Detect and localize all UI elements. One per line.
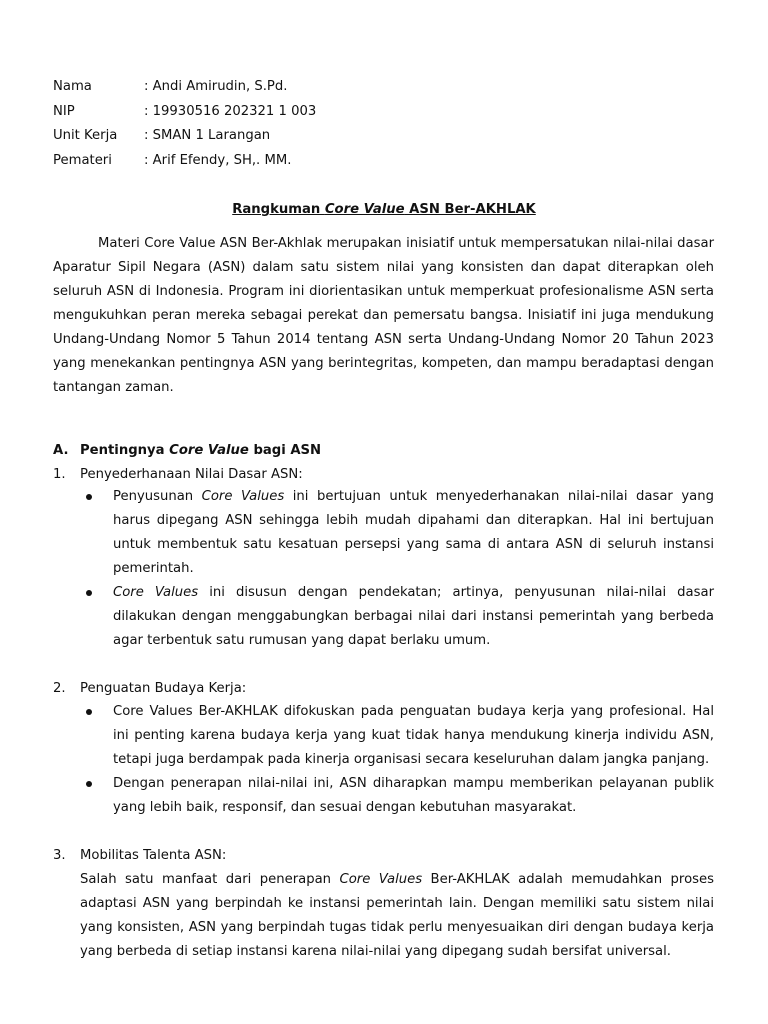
bullet-icon (86, 709, 92, 715)
bullet-italic: Core Values (113, 585, 199, 600)
item-heading-text: Penyederhanaan Nilai Dasar ASN: (80, 467, 303, 482)
item-number: 2. (53, 681, 66, 696)
bullet-text: ini disusun dengan pendekatan; artinya, penyusunan nilai-nilai dasar dilakukan dengan menggabungkan berbagai nilai dari instansi pemerintah yang berbeda agar terbentuk satu rumusan yang dapat berlaku umum. (113, 585, 714, 648)
identity-label: Nama (53, 79, 92, 94)
section-italic: Core Value (169, 443, 249, 458)
identity-label: NIP (53, 103, 75, 119)
section-letter: A. (53, 443, 69, 458)
bullet-icon (86, 494, 92, 500)
bullet-text: Penyusunan (113, 489, 202, 504)
paragraph-text: Ber-AKHLAK adalah memudahkan proses adaptasi ASN yang berpindah ke instansi pemerintah lain. Dengan memiliki satu sistem nilai yang konsisten, ASN yang berpindah tugas tidak perlu menyesuaikan diri dengan budaya kerja yang berbeda di setiap instansi karena nilai-nilai yang dipegang sudah bersifat universal. (80, 872, 714, 959)
list-item (80, 700, 714, 772)
identity-row-unit-kerja (53, 126, 316, 151)
intro-paragraph (53, 232, 714, 400)
identity-value: : SMAN 1 Larangan (144, 128, 271, 143)
item-number: 3. (53, 848, 66, 863)
identity-block (53, 77, 316, 175)
bullet-icon (86, 590, 92, 596)
identity-value: : 19930516 202321 1 003 (144, 103, 317, 119)
bullet-text: Core Values Ber-AKHLAK difokuskan pada penguatan budaya kerja yang profesional. Hal ini penting karena budaya kerja yang kuat tidak hanya mendukung kinerja individu ASN, tetapi juga berdampak pada kinerja organisasi secara keseluruhan dalam jangka panjang. (113, 704, 714, 767)
identity-label: Pemateri (53, 152, 112, 168)
item-2-heading (53, 679, 246, 699)
title-italic: Core Value (324, 202, 405, 217)
item-heading-text: Penguatan Budaya Kerja: (80, 681, 247, 696)
identity-value: : Arif Efendy, SH,. MM. (144, 152, 292, 168)
identity-value: : Andi Amirudin, S.Pd. (144, 79, 288, 94)
bullet-icon (86, 781, 92, 787)
identity-label: Unit Kerja (53, 128, 118, 143)
bullet-text: Dengan penerapan nilai-nilai ini, ASN diharapkan mampu memberikan pelayanan publik yang lebih baik, responsif, dan sesuai dengan kebutuhan masyarakat. (113, 776, 714, 815)
identity-row-nip (53, 102, 316, 127)
item-3-paragraph (80, 868, 714, 964)
item-heading-text: Mobilitas Talenta ASN: (80, 848, 227, 863)
section-suffix: bagi ASN (248, 443, 322, 458)
paragraph-italic: Core Values (339, 872, 423, 887)
item-3-heading (53, 846, 226, 866)
item-number: 1. (53, 467, 66, 482)
item-1-bullets (80, 485, 714, 653)
title-suffix: ASN Ber-AKHLAK (404, 202, 536, 217)
item-1-heading (53, 465, 303, 485)
section-prefix: Pentingnya (80, 443, 170, 458)
list-item (80, 772, 714, 820)
list-item (80, 581, 714, 653)
paragraph-text: Salah satu manfaat dari penerapan (80, 872, 340, 887)
bullet-italic: Core Values (201, 489, 285, 504)
title-prefix: Rangkuman (232, 202, 325, 217)
item-2-bullets (80, 700, 714, 820)
document-title (0, 200, 768, 220)
intro-text: Materi Core Value ASN Ber-Akhlak merupakan inisiatif untuk mempersatukan nilai-nilai dasar Aparatur Sipil Negara (ASN) dalam satu sistem nilai yang konsisten dan dapat diterapkan oleh seluruh ASN di Indonesia. Program ini diorientasikan untuk memperkuat profesionalisme ASN serta mengukuhkan peran mereka sebagai perekat dan pemersatu bangsa. Inisiatif ini juga mendukung Undang-Undang Nomor 5 Tahun 2014 tentang ASN serta Undang-Undang Nomor 20 Tahun 2023 yang menekankan pentingnya ASN yang berintegritas, kompeten, dan mampu beradaptasi dengan tantangan zaman. (53, 236, 714, 395)
bullet-text: ini bertujuan untuk menyederhanakan nilai-nilai dasar yang harus dipegang ASN sehingga lebih mudah dipahami dan diterapkan. Hal ini bertujuan untuk membentuk satu kesatuan persepsi yang sama di antara ASN di seluruh instansi pemerintah. (113, 489, 714, 576)
list-item (80, 485, 714, 581)
identity-row-pemateri (53, 151, 316, 176)
identity-row-nama (53, 77, 316, 102)
section-a-heading (53, 441, 321, 461)
